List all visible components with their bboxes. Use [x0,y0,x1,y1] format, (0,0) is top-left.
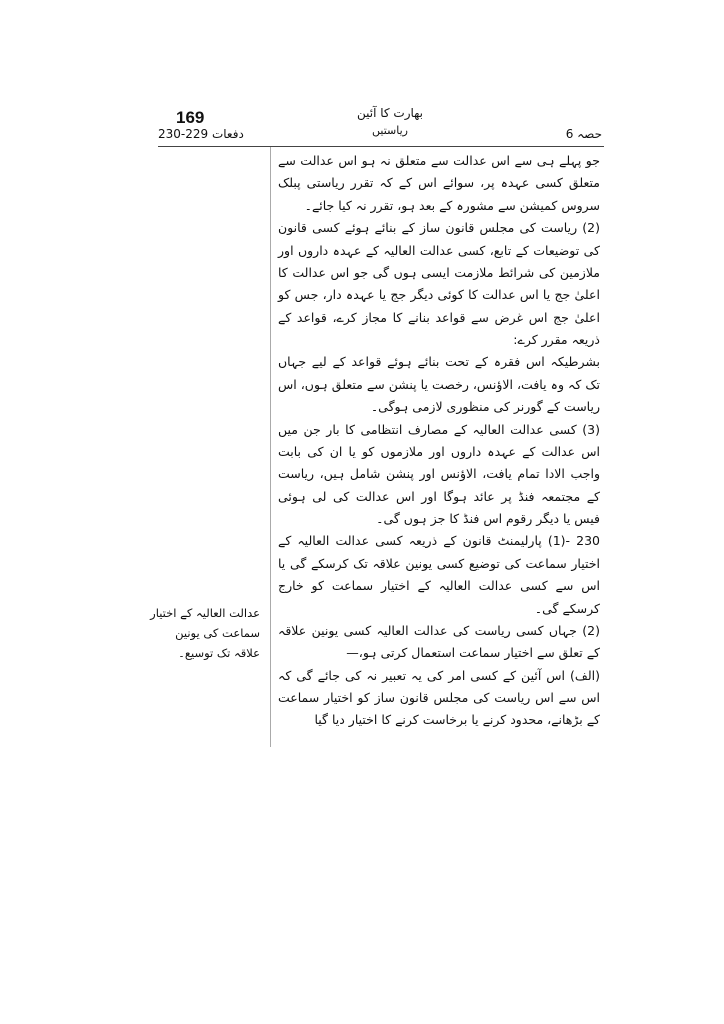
paragraph-230-2: (2) جہاں کسی ریاست کی عدالت العالیہ کسی یونین علاقہ کے تعلق سے اختیار سماعت استعمال کرتی ہو،— [278,622,600,661]
sections-reference: دفعات 229-230 [158,127,244,141]
paragraph-230-1: 230 -(1) پارلیمنٹ قانون کے ذریعہ کسی عدالت العالیہ کے اختیار سماعت کی توضیع کسی یونین علاقہ تک کرسکے گی یا اس سے کسی عدالت العالیہ کے اختیار سماعت کو خارج کرسکے گی۔ [278,533,600,616]
book-subtitle: ریاستیں [372,124,408,137]
column-divider [270,147,271,747]
paragraph-229-2: (2) ریاست کی مجلس قانون ساز کے بنائے ہوئے کسی قانون کی توضیعات کے تابع، کسی عدالت العالیہ کے عہدہ داروں اور ملازمین کی شرائط ملازمت ایسی ہوں گی جو اس عدالت کا اعلیٰ جج یا اس عدالت کا کوئی دیگر جج یا عہدہ دار، جس کو اعلیٰ جج اس غرض سے قواعد بنانے کا مجاز کرے، قواعد کے ذریعہ مقرر کرے: [278,220,600,347]
header-divider [158,146,604,147]
paragraph-continuation: جو پہلے ہی سے اس عدالت سے متعلق نہ ہو اس عدالت سے متعلق کسی عہدہ پر، سوائے اس کے کہ تقرر ریاستی پبلک سروس کمیشن سے مشورہ کے بعد ہو، تقرر نہ کیا جائے۔ [278,153,600,213]
marginal-note: عدالت العالیہ کے اختیار سماعت کی یونین علاقہ تک توسیع۔ [150,606,260,661]
paragraph-230-2-a: (الف) اس آئین کے کسی امر کی یہ تعبیر نہ کی جائے گی کہ اس سے اس ریاست کی مجلس قانون ساز کو اختیار سماعت کے بڑھانے، محدود کرنے یا برخاست کرنے کا اختیار دیا گیا [278,667,600,728]
page-number: 169 [176,108,205,127]
body-text [278,150,600,732]
part-reference: حصہ 6 [565,127,602,141]
paragraph-229-3: (3) کسی عدالت العالیہ کے مصارف انتظامی کا بار جن میں اس عدالت کے عہدہ داروں اور ملازموں کو یا ان کی بابت واجب الادا تمام یافت، الاؤنس اور پنشن شامل ہیں، ریاست کے مجتمعہ فنڈ پر عائد ہوگا اور اس عدالت کی لی ہوئی فیس یا دیگر رقوم اس فنڈ کا جز ہوں گی۔ [278,421,600,526]
paragraph-proviso: بشرطیکہ اس فقرہ کے تحت بنائے ہوئے قواعد کے لیے جہاں تک کہ وہ یافت، الاؤنس، رخصت یا پنشن سے متعلق ہوں، اس ریاست کے گورنر کی منظوری لازمی ہوگی۔ [278,354,600,415]
book-title: بھارت کا آئین [356,106,424,120]
